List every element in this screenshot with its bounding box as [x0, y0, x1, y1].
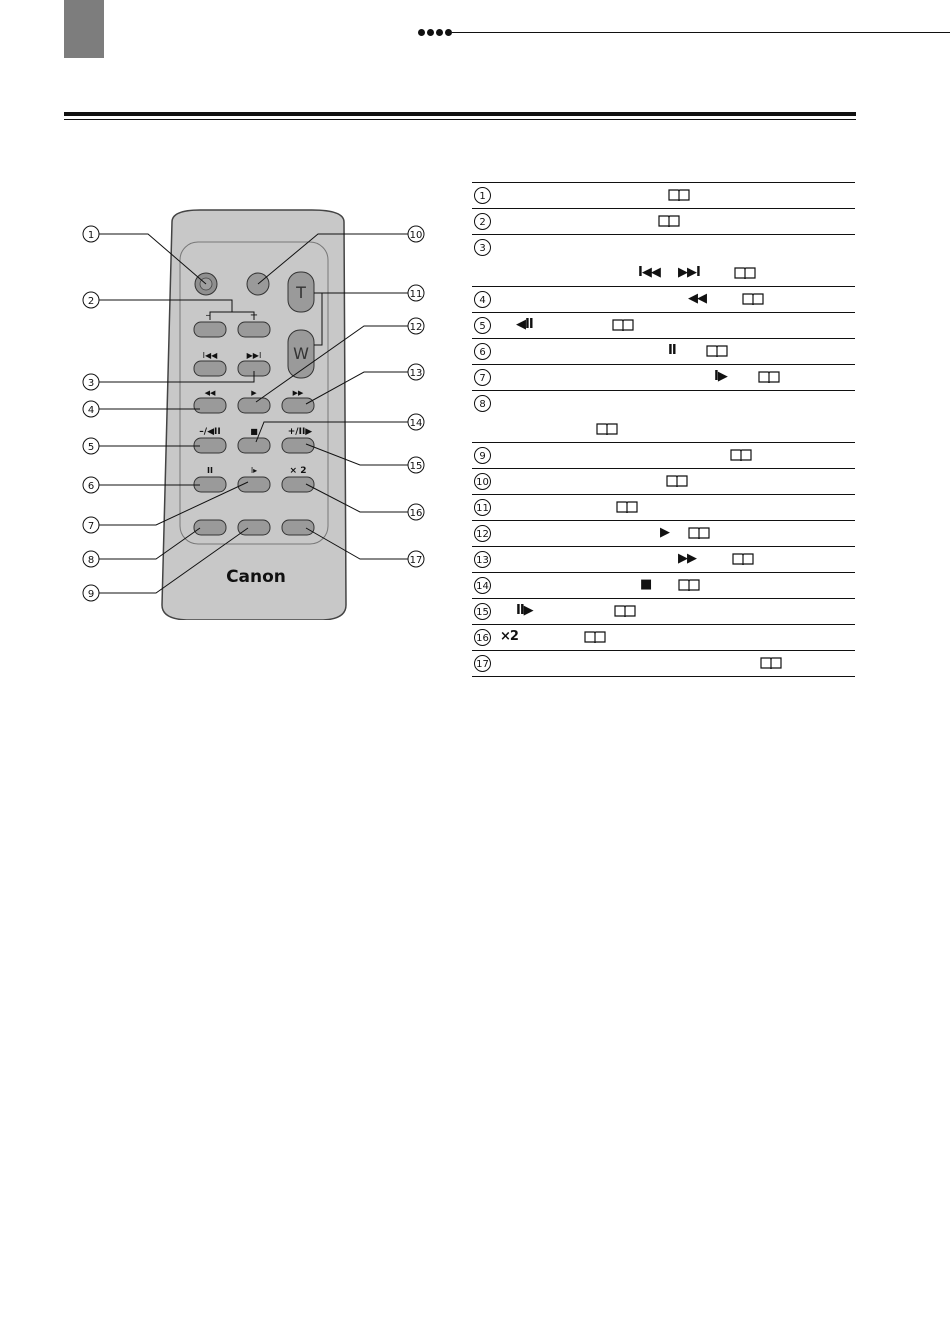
label-skip-fwd: ▶▶I — [246, 351, 262, 360]
remote-control-illustration — [60, 200, 440, 620]
svg-text:13: 13 — [409, 368, 423, 379]
button-17 — [282, 520, 314, 535]
book-icon — [678, 578, 700, 592]
title-rule-thin — [64, 119, 856, 120]
svg-text:12: 12 — [409, 322, 423, 333]
callout-3 — [83, 374, 99, 390]
book-icon — [612, 318, 634, 332]
label-stop: ■ — [250, 427, 258, 436]
callout-2 — [83, 292, 99, 308]
label-frame-fwd: +/II▶ — [287, 427, 313, 437]
book-icon — [734, 266, 756, 280]
book-icon — [742, 292, 764, 306]
header-dots — [418, 29, 452, 36]
legend-row-14: 14 ■ — [472, 573, 855, 599]
callout-12 — [408, 318, 424, 334]
x2-label: ×2 — [500, 629, 518, 644]
button-8 — [194, 520, 226, 535]
legend-row-1: 1 — [472, 183, 855, 209]
svg-text:8: 8 — [87, 555, 95, 566]
book-icon — [688, 526, 710, 540]
button-minus — [194, 322, 226, 337]
svg-text:14: 14 — [409, 418, 423, 429]
legend-row-13: 13 ▶▶ — [472, 547, 855, 573]
button-stop — [238, 438, 270, 453]
legend-row-17: 17 — [472, 651, 855, 677]
book-icon — [760, 656, 782, 670]
label-rew: ◀◀ — [204, 389, 216, 397]
stop-icon: ■ — [640, 577, 652, 592]
button-x2 — [282, 477, 314, 492]
book-icon — [730, 448, 752, 462]
svg-text:3: 3 — [87, 378, 95, 389]
legend-row-7: 7 I▶ — [472, 365, 855, 391]
title-rule — [64, 112, 856, 116]
svg-text:7: 7 — [87, 521, 95, 532]
legend-row-4: 4 ◀◀ — [472, 287, 855, 313]
button-ff — [282, 398, 314, 413]
legend-row-12: 12 ▶ — [472, 521, 855, 547]
legend-row-2: 2 — [472, 209, 855, 235]
svg-text:W: W — [293, 344, 309, 363]
button-9 — [238, 520, 270, 535]
legend-row-10: 10 — [472, 469, 855, 495]
book-icon — [616, 500, 638, 514]
svg-text:4: 4 — [87, 405, 95, 416]
svg-text:5: 5 — [87, 442, 95, 453]
header-rule — [452, 32, 950, 33]
callout-8 — [83, 551, 99, 567]
callout-10 — [408, 226, 424, 242]
callout-17 — [408, 551, 424, 567]
book-icon — [668, 188, 690, 202]
label-plus: + — [249, 310, 259, 321]
svg-text:T: T — [296, 283, 306, 302]
book-icon — [758, 370, 780, 384]
svg-text:16: 16 — [409, 508, 423, 519]
legend-row-9: 9 — [472, 443, 855, 469]
label-minus: – — [205, 310, 211, 321]
book-icon — [614, 604, 636, 618]
label-pause: II — [207, 466, 213, 475]
rewind-icon: ◀◀ — [688, 291, 706, 306]
callout-15 — [408, 457, 424, 473]
svg-text:17: 17 — [409, 555, 423, 566]
svg-text:10: 10 — [409, 230, 423, 241]
frame-back-icon: ◀II — [516, 317, 533, 332]
book-icon — [732, 552, 754, 566]
callout-16 — [408, 504, 424, 520]
button-play — [238, 398, 270, 413]
svg-text:2: 2 — [87, 296, 95, 307]
callout-6 — [83, 477, 99, 493]
callout-11 — [408, 285, 424, 301]
callout-13 — [408, 364, 424, 380]
callout-7 — [83, 517, 99, 533]
section-tab — [64, 0, 104, 58]
brand-logo: Canon — [226, 567, 286, 587]
label-skip-back: I◀◀ — [202, 351, 218, 360]
legend-row-6: 6 II — [472, 339, 855, 365]
button-rew — [194, 398, 226, 413]
svg-text:11: 11 — [409, 289, 423, 300]
slow-icon: I▶ — [714, 369, 727, 384]
book-icon — [658, 214, 680, 228]
callout-1 — [83, 226, 99, 242]
pause-icon: II — [668, 343, 676, 358]
label-play: ▶ — [251, 389, 257, 397]
book-icon — [596, 422, 618, 436]
book-icon — [584, 630, 606, 644]
legend-row-8: 8 — [472, 391, 855, 443]
label-frame-back: –/◀II — [199, 427, 221, 437]
svg-text:9: 9 — [87, 589, 95, 600]
svg-text:1: 1 — [87, 230, 95, 241]
svg-text:15: 15 — [409, 461, 423, 472]
play-icon: ▶ — [660, 525, 669, 540]
label-ff: ▶▶ — [292, 389, 304, 397]
skip-fwd-icon: ▶▶I — [678, 265, 700, 280]
button-legend-table — [472, 182, 855, 677]
callout-9 — [83, 585, 99, 601]
label-slow: I▸ — [250, 466, 258, 475]
callout-5 — [83, 438, 99, 454]
book-icon — [706, 344, 728, 358]
legend-row-5: 5 ◀II — [472, 313, 855, 339]
skip-back-icon: I◀◀ — [638, 265, 660, 280]
button-plus — [238, 322, 270, 337]
label-x2: × 2 — [289, 466, 307, 476]
legend-row-16: 16 ×2 — [472, 625, 855, 651]
book-icon — [666, 474, 688, 488]
fast-forward-icon: ▶▶ — [678, 551, 696, 566]
legend-row-15: 15 II▶ — [472, 599, 855, 625]
legend-row-3: 3 I◀◀ ▶▶I — [472, 235, 855, 287]
legend-row-11: 11 — [472, 495, 855, 521]
svg-text:6: 6 — [87, 481, 95, 492]
frame-fwd-icon: II▶ — [516, 603, 533, 618]
callout-14 — [408, 414, 424, 430]
callout-4 — [83, 401, 99, 417]
remote-body — [162, 210, 346, 620]
